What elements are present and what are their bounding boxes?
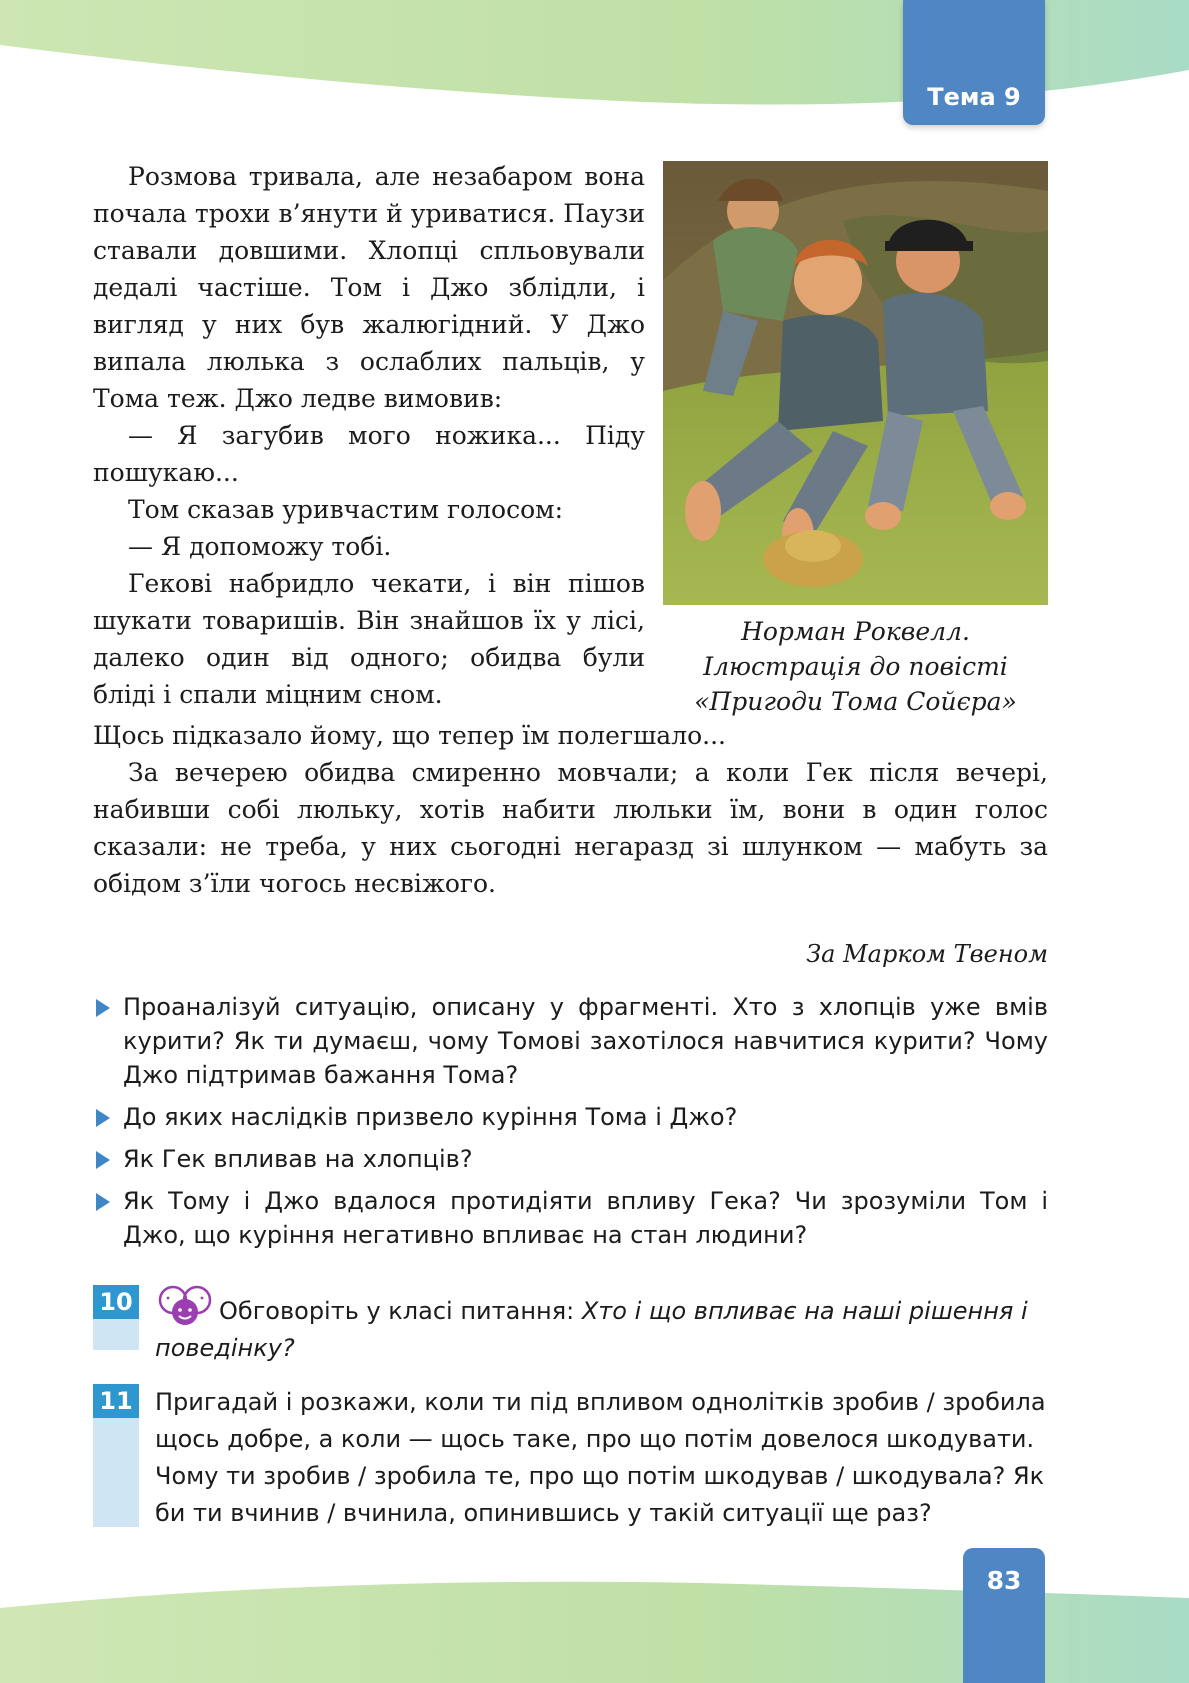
question-item xyxy=(93,1184,1048,1252)
theme-tab xyxy=(903,0,1045,125)
story-paragraph: Щось підказало йому, що тепер їм полегшало... xyxy=(93,721,726,750)
story-paragraph: За вечерею обидва смиренно мовчали; а коли Гек після вечері, набивши собі люльку, хотів набити люльки їм, вони в один голос сказали: не треба, у них сьогодні негаразд зі шлунком — мабуть за обідом з’їли чогось несвіжого. xyxy=(93,758,1048,898)
story-text-bottom xyxy=(93,717,1048,902)
play-bullet-icon xyxy=(96,1193,110,1211)
story-author: За Марком Твеном xyxy=(806,940,1048,968)
question-text: Проаналізуй ситуацію, описану у фрагменті. Хто з хлопців уже вмів курити? Як ти думаєш, чому Томові захотілося навчитися курити? Чому Джо підтримав бажання Тома? xyxy=(123,993,1048,1089)
theme-label: Тема 9 xyxy=(927,83,1021,111)
task-number: 11 xyxy=(93,1384,139,1418)
task-text xyxy=(155,1285,1048,1367)
play-bullet-icon xyxy=(96,1109,110,1127)
page-number: 83 xyxy=(986,1566,1022,1595)
story-dialogue: — Я допоможу тобі. xyxy=(128,532,392,561)
story-dialogue: — Я загубив мого ножика... Піду пошукаю... xyxy=(93,421,645,487)
story-paragraph: Розмова тривала, але незабаром вона почала трохи в’янути й уриватися. Паузи ставали довшими. Хлопці спльовували дедалі частіше. Том і Джо зблідли, і вигляд у них був жалюгідний. У Джо випала люлька з ослаблих пальців, у Тома теж. Джо ледве вимовив: xyxy=(93,162,645,413)
caption-artist: Норман Роквелл. xyxy=(741,617,970,646)
story-paragraph: Том сказав уривчастим голосом: xyxy=(128,495,563,524)
story-paragraph: Гекові набридло чекати, і він пішов шукати товаришів. Він знайшов їх у лісі, далеко один від одного; обидва були бліді і спали міцним сном. xyxy=(93,569,645,709)
task-11 xyxy=(93,1384,1048,1532)
question-text: Як Гек впливав на хлопців? xyxy=(123,1145,473,1173)
question-item xyxy=(93,990,1048,1092)
caption-description: Ілюстрація до повісті xyxy=(703,652,1008,681)
task-question: Хто і що впливає на наші рішення і поведінку? xyxy=(155,1297,1028,1362)
story-text-top xyxy=(93,158,645,713)
task-10 xyxy=(93,1285,1048,1367)
question-text: До яких наслідків призвело куріння Тома і Джо? xyxy=(123,1103,738,1131)
task-text: Пригадай і розкажи, коли ти під впливом однолітків зробив / зробила щось добре, а коли — щось таке, про що потім довелося шкодувати. Чому ти зробив / зробила те, про що потім шкодував / шкодувала? Як би ти вчинив / вчинила, опинившись у такій ситуації ще раз? xyxy=(155,1388,1046,1527)
question-text: Як Тому і Джо вдалося протидіяти впливу Гека? Чи зрозуміли Том і Джо, що куріння негативно впливає на стан людини? xyxy=(123,1187,1048,1249)
task-number: 10 xyxy=(93,1285,139,1319)
page-number-tab xyxy=(963,1548,1045,1683)
play-bullet-icon xyxy=(96,999,110,1017)
play-bullet-icon xyxy=(96,1151,110,1169)
question-item xyxy=(93,1100,1048,1134)
question-item xyxy=(93,1142,1048,1176)
discussion-faces-icon xyxy=(155,1285,215,1327)
task-instruction: Обговоріть у класі питання: xyxy=(219,1297,582,1325)
illustration-caption xyxy=(663,614,1048,719)
question-list xyxy=(93,990,1048,1260)
rockwell-illustration xyxy=(663,161,1048,605)
caption-book-title: «Пригоди Тома Сойєра» xyxy=(694,687,1017,716)
